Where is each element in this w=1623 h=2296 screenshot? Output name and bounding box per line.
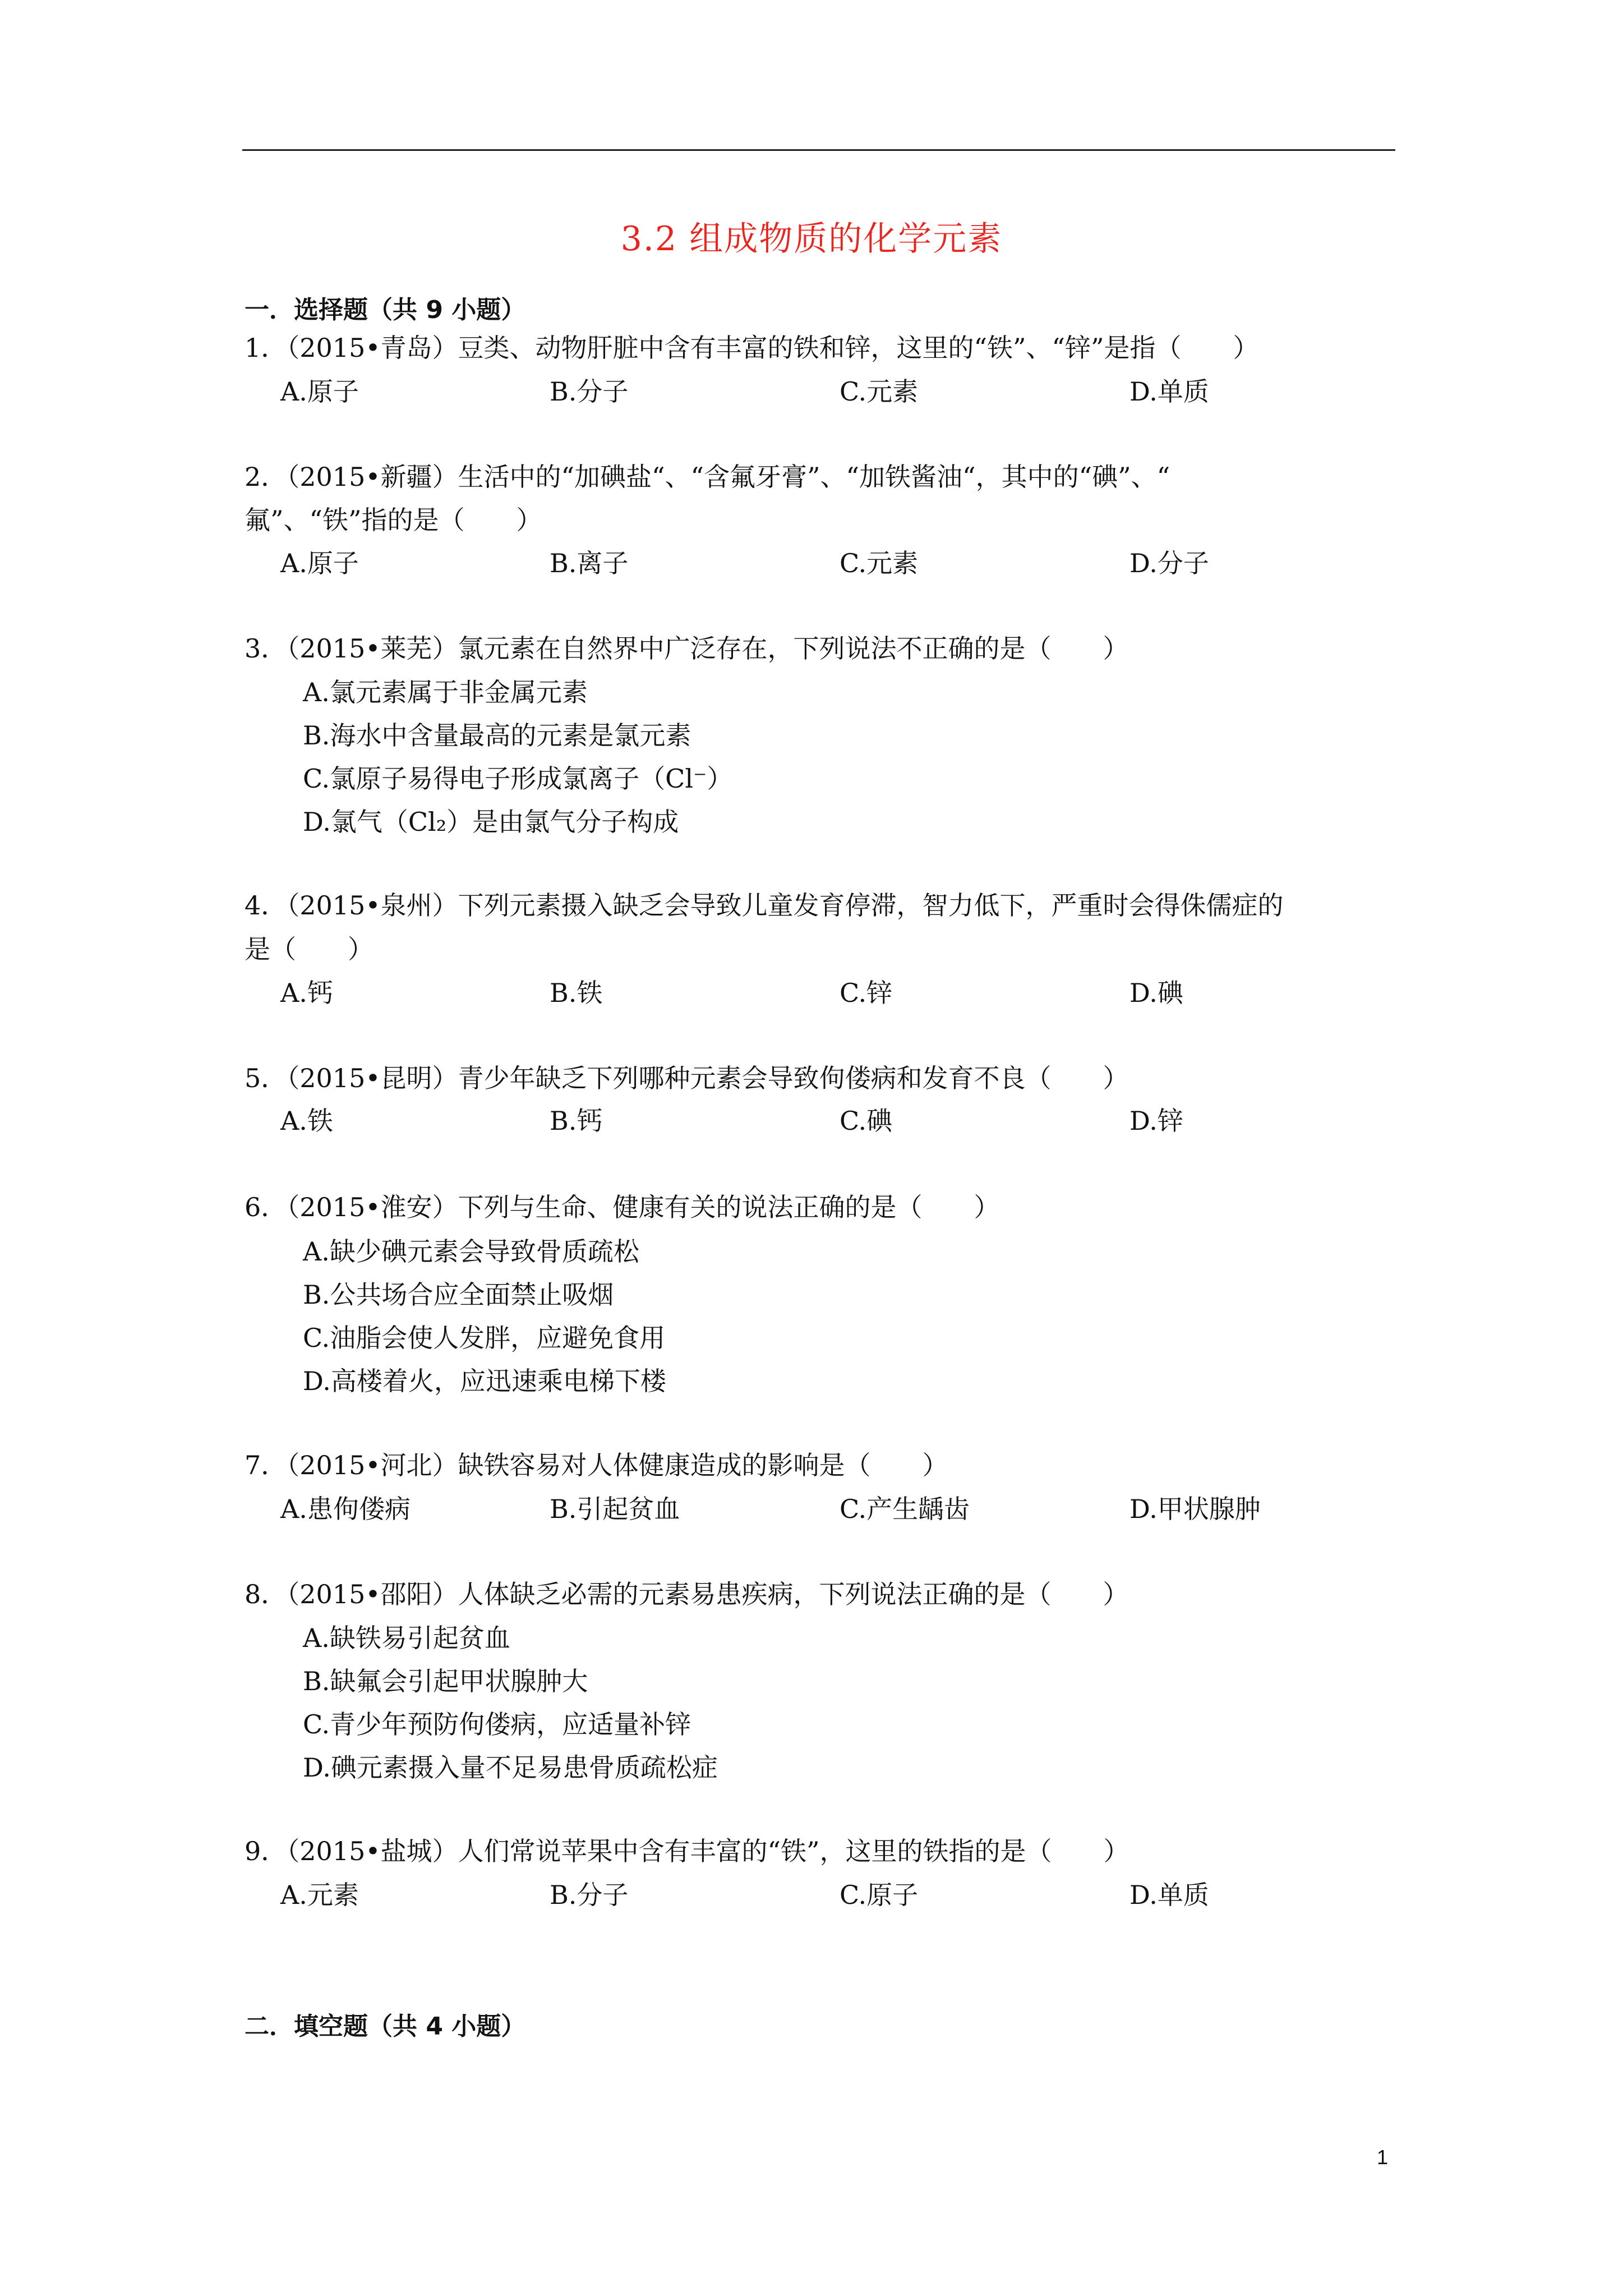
option: B.引起贫血 — [550, 1494, 680, 1524]
question-8-options — [303, 1617, 718, 1789]
question-7-stem: 7．（2015•河北）缺铁容易对人体健康造成的影响是（ ） — [245, 1450, 948, 1480]
option: C.原子 — [840, 1880, 919, 1910]
question-4-stem: 4．（2015•泉州）下列元素摄入缺乏会导致儿童发育停滞，智力低下，严重时会得侏儒症的 — [245, 890, 1284, 921]
option: B.公共场合应全面禁止吸烟 — [303, 1280, 614, 1310]
section-heading-choice: 一．选择题（共 9 小题） — [245, 296, 526, 324]
option: A.铁 — [280, 1106, 333, 1136]
page-title: 3.2 组成物质的化学元素 — [620, 219, 1003, 259]
question-5-options — [280, 1104, 1346, 1138]
question-3-options — [303, 671, 732, 844]
option: A.钙 — [280, 978, 333, 1008]
question-1-options — [280, 375, 1346, 408]
question-2-stem-cont: 氟”、“铁”指的是（ ） — [245, 505, 542, 535]
question-6-stem: 6．（2015•淮安）下列与生命、健康有关的说法正确的是（ ） — [245, 1192, 1000, 1222]
option: C.产生龋齿 — [840, 1494, 970, 1524]
question-4-options — [280, 976, 1346, 1010]
option: C.氯原子易得电子形成氯离子（Cl⁻） — [303, 763, 733, 794]
question-2-stem: 2．（2015•新疆）生活中的“加碘盐“、“含氟牙膏”、“加铁酱油“，其中的“碘”、“ — [245, 462, 1170, 492]
question-4-stem-cont: 是（ ） — [245, 934, 374, 964]
option: C.元素 — [840, 376, 919, 407]
option: D.氯气（Cl₂）是由氯气分子构成 — [303, 807, 679, 837]
question-5-stem: 5．（2015•昆明）青少年缺乏下列哪种元素会导致佝偻病和发育不良（ ） — [245, 1063, 1129, 1093]
option: D.锌 — [1129, 1106, 1183, 1136]
option: A.氯元素属于非金属元素 — [303, 677, 588, 707]
option: C.油脂会使人发胖，应避免食用 — [303, 1323, 666, 1353]
option: D.甲状腺肿 — [1129, 1494, 1261, 1524]
option: D.单质 — [1129, 1880, 1209, 1910]
section-heading-fill: 二．填空题（共 4 小题） — [245, 2012, 526, 2041]
option: D.分子 — [1129, 548, 1209, 578]
question-3-stem: 3．（2015•莱芜）氯元素在自然界中广泛存在，下列说法不正确的是（ ） — [245, 633, 1129, 664]
option: A.元素 — [280, 1880, 359, 1910]
option: B.分子 — [550, 1880, 629, 1910]
option: C.青少年预防佝偻病，应适量补锌 — [303, 1709, 691, 1740]
option: A.原子 — [280, 548, 359, 578]
option: B.铁 — [550, 978, 603, 1008]
question-8-stem: 8．（2015•邵阳）人体缺乏必需的元素易患疾病，下列说法正确的是（ ） — [245, 1579, 1129, 1609]
option: D.碘 — [1129, 978, 1183, 1008]
option: B.缺氟会引起甲状腺肿大 — [303, 1666, 588, 1696]
option: D.碘元素摄入量不足易患骨质疏松症 — [303, 1752, 718, 1783]
option: C.元素 — [840, 548, 919, 578]
option: A.患佝偻病 — [280, 1494, 411, 1524]
option: B.离子 — [550, 548, 629, 578]
question-9-stem: 9．（2015•盐城）人们常说苹果中含有丰富的“铁”，这里的铁指的是（ ） — [245, 1836, 1129, 1866]
question-6-options — [303, 1230, 666, 1403]
question-9-options — [280, 1878, 1346, 1912]
option: A.原子 — [280, 376, 359, 407]
option: C.碘 — [840, 1106, 893, 1136]
question-1-stem: 1．（2015•青岛）豆类、动物肝脏中含有丰富的铁和锌，这里的“铁”、“锌”是指（ ） — [245, 333, 1259, 363]
option: C.锌 — [840, 978, 893, 1008]
header-rule — [242, 149, 1395, 151]
option: D.单质 — [1129, 376, 1209, 407]
page-number: 1 — [1377, 2146, 1389, 2169]
option: A.缺少碘元素会导致骨质疏松 — [303, 1236, 639, 1267]
option: A.缺铁易引起贫血 — [303, 1623, 510, 1653]
option: B.海水中含量最高的元素是氯元素 — [303, 720, 691, 751]
option: B.分子 — [550, 376, 629, 407]
option: D.高楼着火，应迅速乘电梯下楼 — [303, 1366, 666, 1396]
option: B.钙 — [550, 1106, 603, 1136]
question-7-options — [280, 1492, 1346, 1526]
question-2-options — [280, 546, 1346, 580]
